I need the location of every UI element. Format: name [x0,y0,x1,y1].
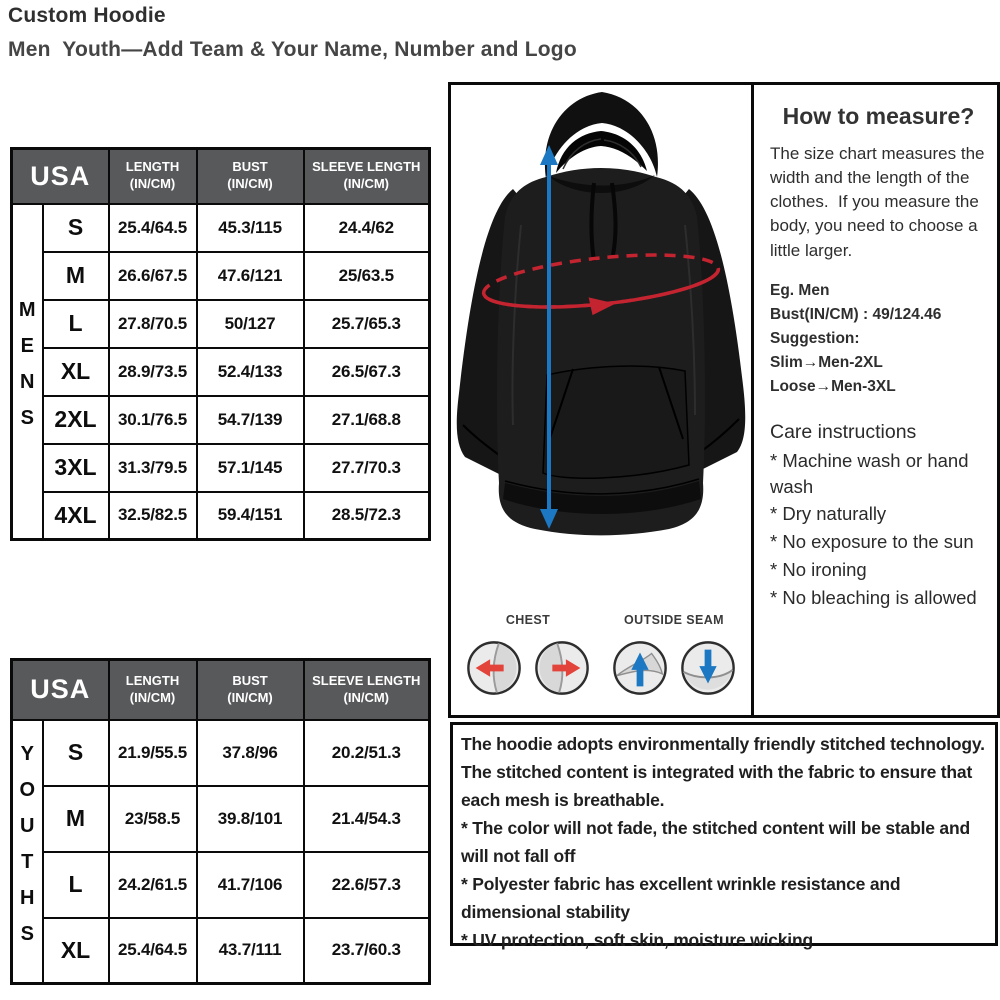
mens-size-table [10,147,431,541]
sleeve-cell: 25/63.5 [304,252,430,300]
seam-arrow-down-icon [679,639,737,697]
length-cell: 23/58.5 [109,786,197,852]
header-unit-label: (IN/CM) [129,176,176,192]
header-bust-label: BUST [232,159,268,175]
bust-cell: 52.4/133 [197,348,304,396]
seam-arrow-up-icon [611,639,669,697]
example-line: Suggestion: [770,329,860,347]
youths-group-cell [12,720,43,984]
bust-cell: 37.8/96 [197,720,304,786]
bust-cell: 39.8/101 [197,786,304,852]
size-cell: M [43,252,109,300]
table-row [12,396,430,444]
youths-header-row [12,660,430,720]
care-item: * No exposure to the sun [770,531,974,553]
table-row [12,348,430,396]
header-length-label: LENGTH [125,672,180,688]
youths-size-table [10,658,431,985]
sleeve-cell: 25.7/65.3 [304,300,430,348]
sleeve-cell: 22.6/57.3 [304,852,430,918]
sizing-example-block [770,279,987,399]
header-unit-label: (IN/CM) [227,689,273,705]
bust-cell: 43.7/111 [197,918,304,984]
length-cell: 27.8/70.5 [109,300,197,348]
mens-group-cell [12,204,43,540]
youths-header-usa: USA [12,660,109,720]
youths-header-sleeve [304,660,430,720]
table-row [12,720,430,786]
chest-arrow-left-icon [465,639,523,697]
header-sleeve-label: SLEEVE LENGTH [312,672,421,688]
measure-icons-row [451,613,751,697]
product-notes-panel [450,722,998,950]
notes-bullet: * Polyester fabric has excellent wrinkle resistance and dimensional stability [461,874,901,922]
example-line: Slim→Men-2XL [770,353,883,371]
mens-header-usa: USA [12,149,109,204]
header-unit-label: (IN/CM) [343,176,389,192]
table-row [12,252,430,300]
sleeve-cell: 26.5/67.3 [304,348,430,396]
care-item: * Dry naturally [770,503,887,525]
table-row [12,852,430,918]
sleeve-cell: 28.5/72.3 [304,492,430,540]
size-cell: 2XL [43,396,109,444]
length-cell: 28.9/73.5 [109,348,197,396]
size-cell: 4XL [43,492,109,540]
chest-icons [465,639,591,697]
measure-panels [448,82,1000,718]
length-cell: 30.1/76.5 [109,396,197,444]
table-row [12,444,430,492]
outside-seam-icons [611,639,737,697]
mens-header-sleeve [304,149,430,204]
mens-vertical-label: MENS [16,299,39,444]
page-subtitle: Men Youth—Add Team & Your Name, Number and Logo [8,38,577,61]
care-instructions-title: Care instructions [770,420,917,443]
outside-seam-label: OUTSIDE SEAM [624,613,724,627]
care-item: * No bleaching is allowed [770,587,977,609]
notes-bullet: * UV protection, soft skin, moisture wicking [461,930,813,950]
sleeve-cell: 27.7/70.3 [304,444,430,492]
header-sleeve-label: SLEEVE LENGTH [312,159,421,175]
header-unit-label: (IN/CM) [343,689,389,705]
sleeve-cell: 27.1/68.8 [304,396,430,444]
size-cell: S [43,204,109,252]
care-item: * No ironing [770,559,867,581]
bust-cell: 50/127 [197,300,304,348]
header-bust-label: BUST [232,672,268,688]
chest-label: CHEST [505,613,551,627]
chest-arrow-right-icon [533,639,591,697]
page-title: Custom Hoodie [8,4,166,27]
sleeve-cell: 21.4/54.3 [304,786,430,852]
youths-header-length [109,660,197,720]
mens-header-row [12,149,430,204]
header-length-label: LENGTH [125,159,180,175]
how-to-measure-body: The size chart measures the width and the length of the clothes. If you measure the body, you need to choose a little larger. [770,144,990,260]
example-line: Bust(IN/CM) : 49/124.46 [770,305,942,323]
notes-intro: The hoodie adopts environmentally friendly stitched technology. The stitched content is integrated with the fabric to ensure that each mesh is breathable. [461,734,985,810]
youths-vertical-label: YOUTHS [16,743,39,960]
chest-icon-group [465,613,591,697]
table-row [12,786,430,852]
header-unit-label: (IN/CM) [227,176,273,192]
mens-header-bust [197,149,304,204]
example-line: Loose→Men-3XL [770,377,896,395]
bust-cell: 54.7/139 [197,396,304,444]
sleeve-cell: 20.2/51.3 [304,720,430,786]
length-cell: 25.4/64.5 [109,918,197,984]
table-row [12,918,430,984]
size-cell: M [43,786,109,852]
outside-seam-icon-group [611,613,737,697]
hoodie-illustration [451,85,751,547]
example-line: Eg. Men [770,281,830,299]
length-cell: 26.6/67.5 [109,252,197,300]
size-cell: L [43,852,109,918]
bust-cell: 47.6/121 [197,252,304,300]
mens-header-length [109,149,197,204]
table-row [12,204,430,252]
header-unit-label: (IN/CM) [129,689,176,705]
youths-header-bust [197,660,304,720]
size-cell: XL [43,918,109,984]
sleeve-cell: 23.7/60.3 [304,918,430,984]
bust-cell: 45.3/115 [197,204,304,252]
title-block [8,4,577,62]
sleeve-cell: 24.4/62 [304,204,430,252]
length-cell: 25.4/64.5 [109,204,197,252]
how-to-measure-panel [754,85,997,715]
length-cell: 21.9/55.5 [109,720,197,786]
bust-cell: 59.4/151 [197,492,304,540]
notes-bullet: * The color will not fade, the stitched content will be stable and will not fall off [461,818,970,866]
table-row [12,492,430,540]
how-to-measure-title: How to measure? [782,103,975,129]
length-cell: 32.5/82.5 [109,492,197,540]
size-cell: L [43,300,109,348]
size-cell: XL [43,348,109,396]
size-cell: 3XL [43,444,109,492]
bust-cell: 41.7/106 [197,852,304,918]
care-instructions-list [770,448,987,611]
hoodie-panel [451,85,754,715]
care-item: * Machine wash or hand wash [770,449,969,497]
size-cell: S [43,720,109,786]
bust-cell: 57.1/145 [197,444,304,492]
length-cell: 31.3/79.5 [109,444,197,492]
length-cell: 24.2/61.5 [109,852,197,918]
table-row [12,300,430,348]
